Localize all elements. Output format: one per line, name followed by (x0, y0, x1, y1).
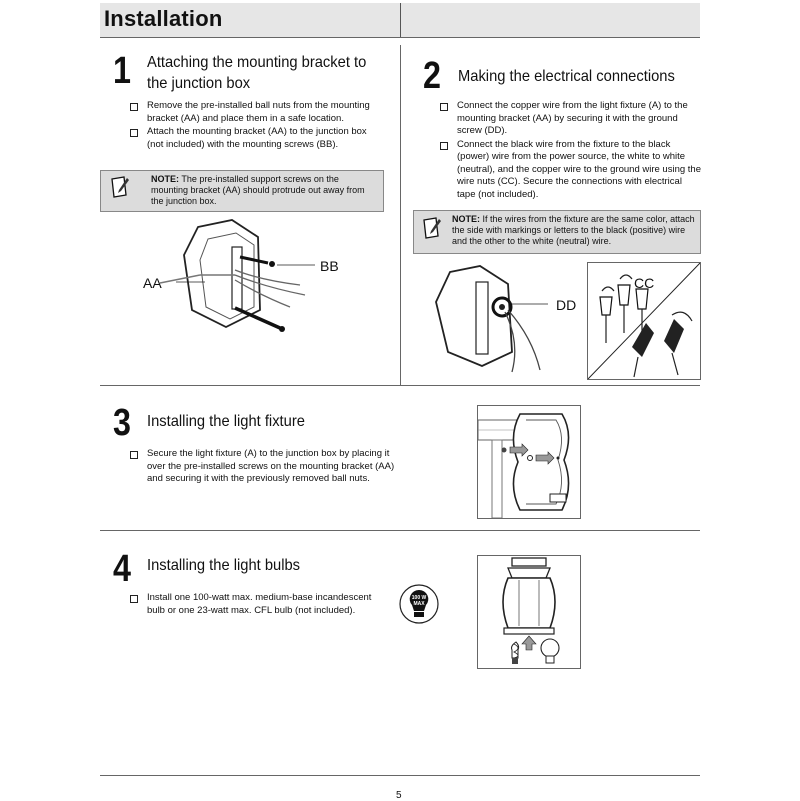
callout-aa: AA (143, 275, 162, 291)
badge-bottom-text: MAX (413, 601, 425, 607)
step-2-note: NOTE: If the wires from the fixture are the same color, attach the side with markings or letters to the black (positive) wire and the other to the white (neutral) wire. (452, 214, 695, 246)
section-rule-2 (100, 530, 700, 531)
step-1-title-line2: the junction box (147, 75, 251, 92)
step-1-bullet: Remove the pre-installed ball nuts from the mounting bracket (AA) and place them in a safe location. (130, 100, 385, 125)
step-4-number: 4 (113, 548, 131, 590)
page-title: Installation (104, 6, 223, 31)
step-3-number: 3 (113, 402, 131, 444)
step-2-title: Making the electrical connections (458, 68, 675, 85)
step-4-title: Installing the light bulbs (147, 557, 301, 574)
step-3-title: Installing the light fixture (147, 413, 305, 430)
step-1-title-line1: Attaching the mounting bracket to (147, 54, 367, 71)
step-1-note: NOTE: The pre-installed support screws on the mounting bracket (AA) should protrude out away from the junction box. (151, 174, 365, 206)
step-2-bullet: Connect the copper wire from the light fixture (A) to the mounting bracket (AA) by securing it with the ground screw (DD). (440, 100, 702, 138)
step-4-bullet: Install one 100-watt max. medium-base incandescent bulb or one 23-watt max. CFL bulb (not included). (130, 592, 380, 617)
step-3-bullets (130, 448, 402, 487)
section-rule-1 (100, 385, 700, 386)
max-wattage-badge (399, 584, 439, 624)
step-1-bullets (130, 100, 385, 152)
step-2-bullets (440, 100, 702, 202)
page-number: 5 (396, 790, 402, 801)
step-1-title (147, 52, 377, 94)
bulb-installation-illustration (478, 556, 580, 668)
step-4-illustration-frame (477, 555, 581, 669)
step-2-note-box (413, 210, 701, 254)
note-pencil-icon (421, 216, 443, 240)
callout-dd: DD (556, 297, 577, 313)
note-pencil-icon (109, 175, 131, 199)
ground-screw-illustration (420, 262, 580, 382)
step-3-illustration-frame (477, 405, 581, 519)
junction-box-bracket-illustration (140, 215, 380, 345)
step-3-bullet: Secure the light fixture (A) to the junction box by placing it over the pre-installed screws on the mounting bracket (AA) and securing it with the previously removed ball nuts. (130, 448, 402, 486)
callout-bb: BB (320, 258, 339, 274)
step-4-bullets (130, 592, 380, 618)
badge-text (399, 595, 439, 607)
step-2-bullet: Connect the black wire from the fixture to the black (power) wire from the power source, the white to white (neutral), and the copper wire to the ground wire using the wire nuts (CC). Secure the connections with electrical tape (not included). (440, 139, 702, 202)
header-rule (100, 37, 700, 38)
header-divider (400, 3, 401, 37)
step-1-note-box (100, 170, 384, 212)
footer-rule (100, 775, 700, 776)
step-1-bullet: Attach the mounting bracket (AA) to the junction box (not included) with the mounting screws (BB). (130, 126, 385, 151)
step-2-number: 2 (423, 55, 441, 97)
column-divider (400, 45, 401, 385)
callout-cc: CC (634, 275, 655, 291)
badge-top-text: 100 W (411, 595, 427, 601)
fixture-mounting-illustration (478, 406, 580, 518)
step-1-number: 1 (113, 50, 131, 92)
